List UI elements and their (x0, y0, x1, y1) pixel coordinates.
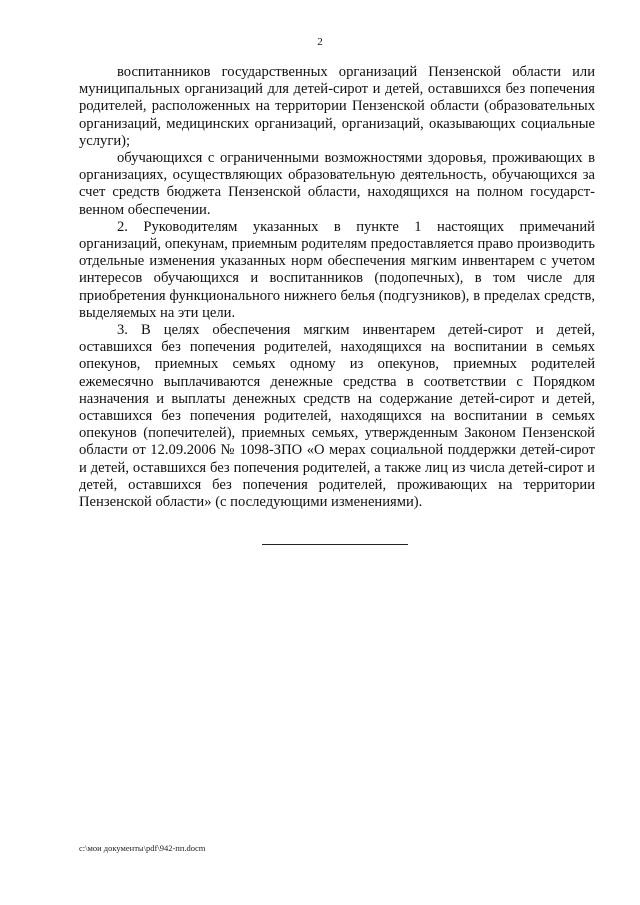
page-number: 2 (317, 36, 323, 48)
paragraph-item-3: 3. В целях обеспечения мягким инвентарем детей-сирот и детей, оставшихся без попечения родителей, находящихся на воспитании в семьях опекунов, приемных семьях одному из опекунов, приемных родителей ежемесячно выплачиваются денежные средства в соответствии с Порядком назначения и выплаты денежных средств на содержание детей-сирот и детей, оставшихся без попечения родителей, находящихся на воспитании в семьях опекунов (попечителей), приемных семьях, утвержденным Законом Пензенской области от 12.09.2006 № 1098-ЗПО «О мерах социальной поддержки детей-сирот и детей, оставшихся без попечения родителей, а также лиц из числа детей-сирот и детей, оставшихся без попечения родителей, проживающих на территории Пензенской области» (с последующими изменениями). (79, 322, 595, 511)
paragraph-item-2: 2. Руководителям указанных в пункте 1 настоящих примечаний организаций, опекунам, приемным родителям предоставляется право производить отдельные изменения указанных норм обеспечения мягким инвентарем с учетом интересов обучающихся и воспитанников (подопечных), в том числе для приобретения функционального нижнего белья (подгузников), в пределах средств, выделяемых на эти цели. (79, 218, 595, 321)
paragraph-disabled-students: обучающихся с ограниченными возможностями здоровья, проживающих в организациях, осуществляющих образовательную деятельность, обучающихся за счет средств бюджета Пензенской области, находящихся на полном государст-венном обеспечении. (79, 150, 595, 218)
end-separator-line (262, 544, 408, 545)
footer-file-path: c:\мои документы\pdf\942-пп.docm (79, 843, 206, 853)
document-body (79, 64, 595, 511)
paragraph-orphans-organizations: воспитанников государственных организаций Пензенской области или муниципальных организаций для детей-сирот и детей, оставшихся без попечения родителей, расположенных на территории Пензенской области (образовательных организаций, медицинских организаций, организаций, оказывающих социальные услуги); (79, 64, 595, 149)
